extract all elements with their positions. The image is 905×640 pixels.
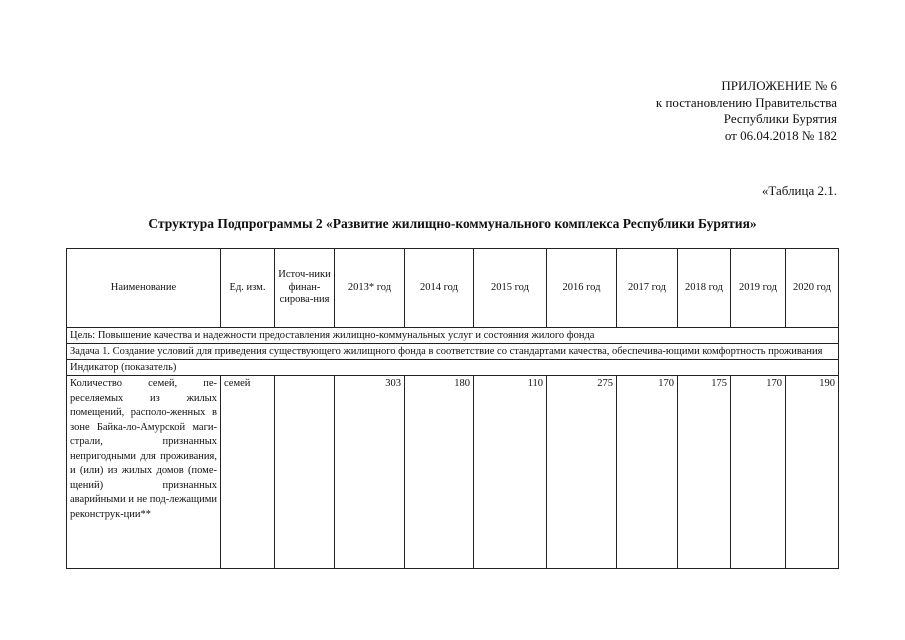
header-name: Наименование <box>67 249 221 328</box>
header-2014: 2014 год <box>405 249 474 328</box>
header-2013: 2013* год <box>335 249 405 328</box>
header-unit: Ед. изм. <box>221 249 275 328</box>
value-2019: 170 <box>731 376 786 569</box>
value-2020: 190 <box>786 376 839 569</box>
annex-date: от 06.04.2018 № 182 <box>724 127 837 143</box>
header-row <box>67 249 839 328</box>
table-reference: «Таблица 2.1. <box>761 183 837 198</box>
goal-text: Цель: Повышение качества и надежности предоставления жилищно-коммунальных услуг и состояния жилого фонда <box>67 328 839 344</box>
value-2013: 303 <box>335 376 405 569</box>
value-2017: 170 <box>617 376 678 569</box>
value-2014: 180 <box>405 376 474 569</box>
header-2018: 2018 год <box>678 249 731 328</box>
header-2017: 2017 год <box>617 249 678 328</box>
task-text: Задача 1. Создание условий для приведения существующего жилищного фонда в соответствие со стандартами качества, обеспечива-ющими комфортность проживания <box>67 344 839 360</box>
indicator-name: Количество семей, пе-реселяемых из жилых помещений, располо-женных в зоне Байка-ло-Амурской маги-страли, признанных непригодными для проживания, и (или) из жилых домов (поме-щений) признанных аварийными и не под-лежащими реконструк-ции** <box>67 376 221 569</box>
indicator-label: Индикатор (показатель) <box>67 360 839 376</box>
header-source: Источ-ники финан-сирова-ния <box>275 249 335 328</box>
goal-row <box>67 328 839 344</box>
header-2019: 2019 год <box>731 249 786 328</box>
header-2020: 2020 год <box>786 249 839 328</box>
value-2015: 110 <box>474 376 547 569</box>
annex-block <box>656 78 837 144</box>
indicator-unit: семей <box>221 376 275 569</box>
header-2016: 2016 год <box>547 249 617 328</box>
indicator-label-row <box>67 360 839 376</box>
subprogram-table <box>66 248 839 569</box>
header-2015: 2015 год <box>474 249 547 328</box>
indicator-source <box>275 376 335 569</box>
value-2016: 275 <box>547 376 617 569</box>
document-title: Структура Подпрограммы 2 «Развитие жилищно-коммунального комплекса Республики Бурятия» <box>148 216 757 231</box>
annex-number: ПРИЛОЖЕНИЕ № 6 <box>721 78 837 93</box>
task-row <box>67 344 839 360</box>
table-row <box>67 376 839 569</box>
value-2018: 175 <box>678 376 731 569</box>
annex-republic: Республики Бурятия <box>723 111 837 126</box>
annex-decree: к постановлению Правительства <box>655 94 837 110</box>
